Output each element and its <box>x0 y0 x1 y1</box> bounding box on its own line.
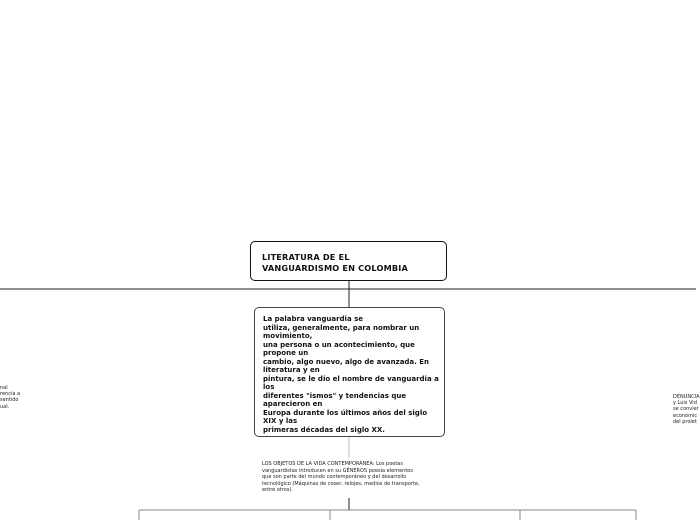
definition-line: pintura, se le dio el nombre de vanguardia a <box>263 374 439 383</box>
definition-line: movimiento, <box>263 332 313 340</box>
definition-line: una persona o un acontecimiento, que <box>263 340 415 349</box>
definition-line: La palabra vanguardia se <box>263 315 364 323</box>
note-line: tecnológico (Máquinas de coser, relojes, medios de transporte, <box>262 480 420 487</box>
right-note-line: se convier <box>673 406 699 413</box>
note-line: LOS OBJETOS DE LA VIDA CONTEMPORÁNEA: Los poetas <box>262 461 403 467</box>
left-note-line: rencia a <box>0 391 21 398</box>
definition-line: primeras décadas del siglo XX. <box>263 425 385 434</box>
left-note-line: nal <box>0 385 8 391</box>
note-line: vanguardistas introducen en su GÉNEROS poesía elementos <box>262 467 413 474</box>
right-note-line: económic <box>673 412 698 419</box>
right-note-line: y Luis Vid <box>673 400 697 407</box>
root-topic-node[interactable] <box>250 241 447 281</box>
vanguardia-definition-node[interactable] <box>254 307 445 437</box>
definition-line: XIX y las <box>263 417 298 425</box>
definition-line: los <box>263 383 275 391</box>
definition-line: literatura y en <box>263 366 320 374</box>
right-note-line: del prolet <box>673 418 697 425</box>
definition-line: cambio, algo nuevo, algo de avanzada. En <box>263 357 430 366</box>
definition-line: diferentes "ismos" y tendencias que <box>263 391 407 400</box>
note-line: entre otros). <box>262 487 293 494</box>
right-note-line: DENUNCIA <box>673 394 700 400</box>
right-branch-note-partial[interactable] <box>673 394 700 425</box>
objetos-vida-contemporanea-note[interactable] <box>262 461 448 494</box>
definition-line: aparecieron en <box>263 400 323 408</box>
left-branch-note-partial[interactable] <box>0 385 24 410</box>
definition-line: utiliza, generalmente, para nombrar un <box>263 323 420 332</box>
left-note-line: ual. <box>0 403 10 410</box>
root-topic-line: VANGUARDISMO EN COLOMBIA <box>262 263 408 273</box>
definition-line: propone un <box>263 349 309 357</box>
note-line: que son parte del mundo contemporáneo y del desarrollo <box>262 474 407 481</box>
root-topic-line: LITERATURA DE EL <box>262 252 350 262</box>
left-note-line: sentido <box>0 397 19 404</box>
definition-line: Europa durante los últimos años del siglo <box>263 408 428 417</box>
